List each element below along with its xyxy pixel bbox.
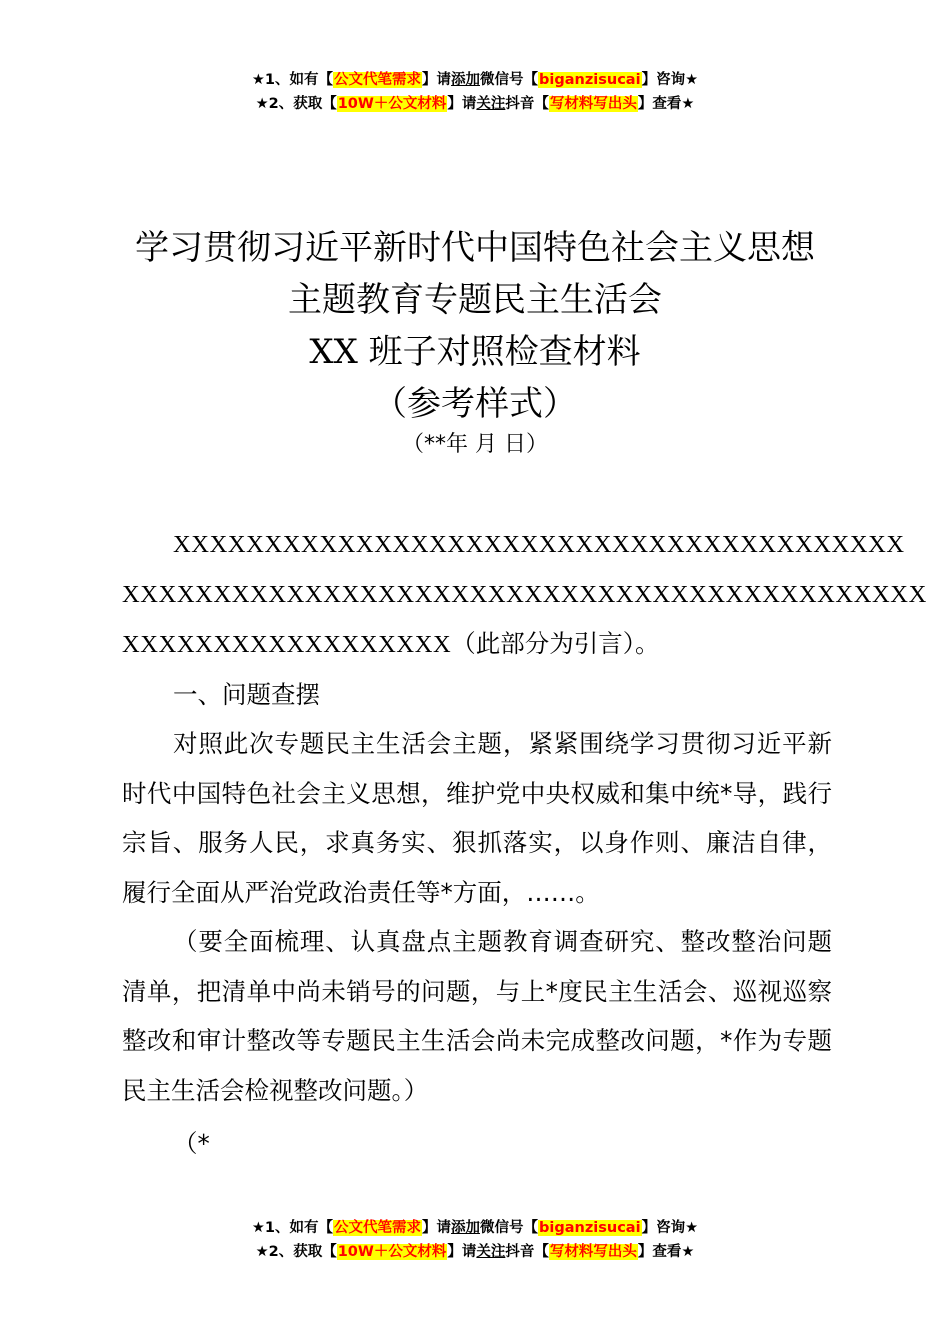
intro-placeholder: XXXXXXXXXXXXXXXXXX xyxy=(122,631,452,658)
intro-line: XXXXXXXXXXXXXXXXXXXXXXXXXXXXXXXXXXXXXXXXXXXX xyxy=(122,580,927,608)
banner-line-2 xyxy=(0,1240,950,1264)
banner-text: ★2、获取【 xyxy=(255,1244,337,1260)
banner-underline: 添加 xyxy=(451,1220,481,1236)
document-body xyxy=(122,520,927,1169)
title-line-1: 学习贯彻习近平新时代中国特色社会主义思想 xyxy=(135,228,815,268)
banner-text: 】请 xyxy=(447,1244,477,1260)
body-paragraph: （* xyxy=(173,1129,210,1158)
banner-line-1 xyxy=(0,68,950,92)
banner-highlight: 公文代笔需求 xyxy=(334,72,422,88)
banner-highlight: 公文代笔需求 xyxy=(334,1220,422,1236)
banner-text: ★1、如有【 xyxy=(251,1220,334,1236)
banner-highlight: biganzisucai xyxy=(539,1220,641,1236)
intro-line xyxy=(122,619,832,670)
banner-text: 】请 xyxy=(422,1220,452,1236)
banner-text: 】请 xyxy=(447,96,477,112)
top-banner xyxy=(0,68,950,116)
banner-highlight: biganzisucai xyxy=(539,72,641,88)
banner-text: 微信号【 xyxy=(480,1220,539,1236)
banner-line-2 xyxy=(0,92,950,116)
banner-text: 】查看★ xyxy=(637,1244,695,1260)
banner-text: 】咨询★ xyxy=(641,1220,699,1236)
banner-text: 抖音【 xyxy=(505,96,549,112)
banner-underline: 添加 xyxy=(451,72,481,88)
banner-highlight: 10W＋公文材料 xyxy=(337,1244,447,1260)
document-date: （**年 月 日） xyxy=(402,432,548,457)
body-paragraph: （要全面梳理、认真盘点主题教育调查研究、整改整治问题清单，把清单中尚未销号的问题，与上*度民主生活会、巡视巡察整改和审计整改等专题民主生活会尚未完成整改问题，*作为专题民主生活会检视整改问题。） xyxy=(122,927,832,1105)
banner-underline: 关注 xyxy=(476,1244,506,1260)
body-paragraph: 对照此次专题民主生活会主题，紧紧围绕学习贯彻习近平新时代中国特色社会主义思想，维护党中央权威和集中统*导，践行宗旨、服务人民，求真务实、狠抓落实，以身作则、廉洁自律，履行全面从严治党政治责任等*方面，……。 xyxy=(122,729,832,907)
title-line-3 xyxy=(0,326,950,378)
banner-text: 抖音【 xyxy=(505,1244,549,1260)
banner-text: ★2、获取【 xyxy=(255,96,337,112)
banner-text: 】查看★ xyxy=(637,96,695,112)
banner-line-1 xyxy=(0,1216,950,1240)
section-heading: 一、问题查摆 xyxy=(173,679,320,709)
banner-highlight: 10W＋公文材料 xyxy=(337,96,447,112)
intro-paragraph xyxy=(122,520,927,670)
title-placeholder: XX xyxy=(309,332,358,372)
bottom-banner xyxy=(0,1216,950,1264)
intro-line: XXXXXXXXXXXXXXXXXXXXXXXXXXXXXXXXXXXXXXXX xyxy=(173,531,905,558)
banner-text: 微信号【 xyxy=(480,72,539,88)
title-line-2: 主题教育专题民主生活会 xyxy=(288,280,662,320)
banner-underline: 关注 xyxy=(476,96,506,112)
title-text: 班子对照检查材料 xyxy=(357,332,641,372)
title-line-4: （参考样式） xyxy=(373,384,577,424)
banner-text: 】咨询★ xyxy=(641,72,699,88)
banner-text: 】请 xyxy=(422,72,452,88)
banner-highlight: 写材料写出头 xyxy=(549,96,637,112)
banner-highlight: 写材料写出头 xyxy=(549,1244,637,1260)
intro-note: （此部分为引言）。 xyxy=(451,629,660,658)
banner-text: ★1、如有【 xyxy=(251,72,334,88)
document-title xyxy=(0,222,950,430)
